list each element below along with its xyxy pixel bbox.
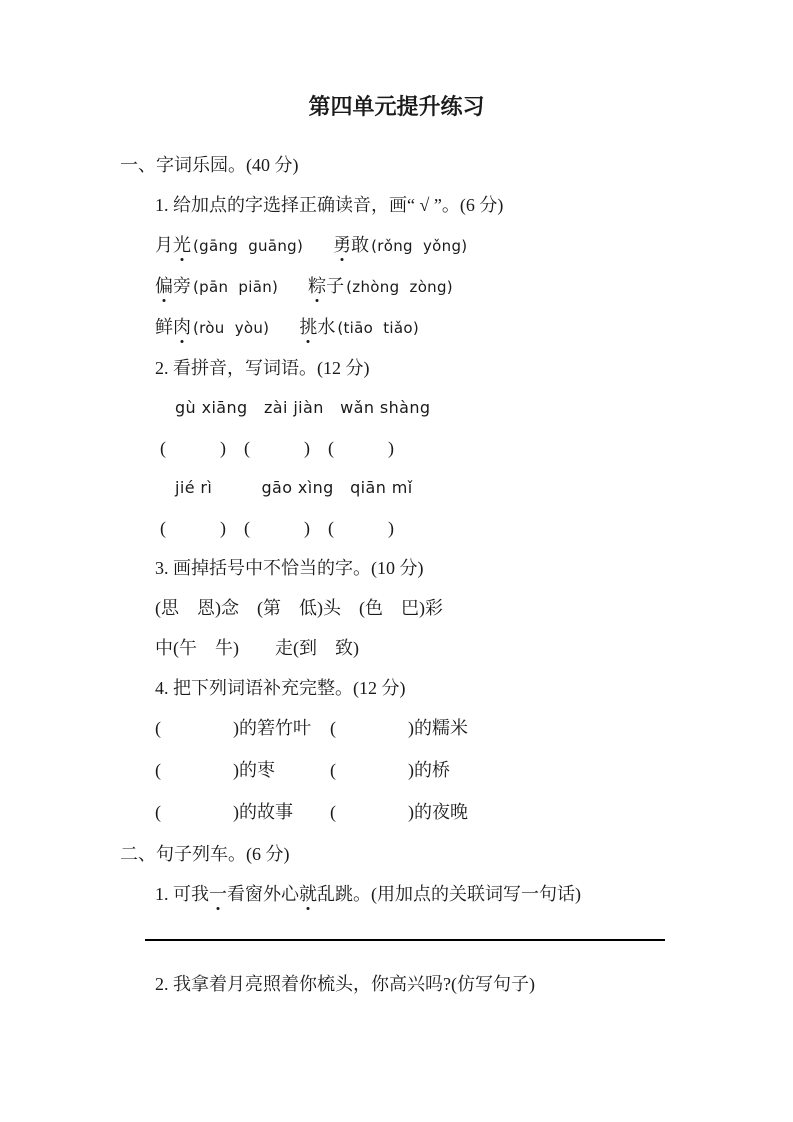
pinyin-options: (ròu yòu) (193, 319, 270, 337)
pinyin-options: (rǒng yǒng) (371, 237, 468, 255)
hanzi-text: 旁 (173, 276, 191, 296)
q4-fill-left: ( )的故事 (155, 802, 293, 822)
q1-word-row-1 (155, 232, 793, 259)
section2-heading: 二、句子列车。(6 分) (120, 844, 290, 864)
q2-sentence: 2. 我拿着月亮照着你梳头，你高兴吗?(仿写句子) (155, 974, 535, 994)
hanzi-text: 鲜 (155, 317, 173, 337)
pinyin-options: (tiāo tiǎo) (337, 319, 420, 337)
pinyin-options: (zhòng zòng) (346, 278, 453, 296)
word-item-yonggan (333, 232, 467, 259)
pinyin-options: (pān piān) (193, 278, 279, 296)
word-item-xianrou (155, 314, 269, 341)
q4-fill-right: ( )的桥 (330, 760, 450, 780)
word-item-pianpang (155, 273, 278, 300)
hanzi-text: 子 (326, 276, 345, 296)
q2-pinyin-line-1: gù xiāng zài jiàn wǎn shàng (175, 398, 431, 417)
q4-fill-row-3 (155, 799, 793, 825)
q3-choice-row-1: (思 恩)念 (第 低)头 (色 巴)彩 (155, 598, 443, 618)
sentence-text: 看窗外心 (227, 884, 299, 904)
dotted-char: 挑 (299, 317, 318, 337)
answer-line (145, 939, 665, 941)
q4-fill-row-1 (155, 715, 793, 741)
dotted-char: 肉 (173, 317, 191, 337)
dotted-char: 光 (173, 235, 191, 255)
q4-fill-right: ( )的糯米 (330, 718, 468, 738)
q1-word-row-2 (155, 273, 793, 300)
dotted-char: 粽 (308, 276, 327, 296)
q1-sentence (155, 881, 793, 907)
q4-fill-left: ( )的箬竹叶 (155, 718, 311, 738)
section1-heading: 一、字词乐园。(40 分) (120, 155, 299, 175)
hanzi-text: 敢 (351, 235, 370, 255)
sentence-text: 乱跳。(用加点的关联词写一句话) (317, 884, 581, 904)
q4-prompt: 4. 把下列词语补充完整。(12 分) (155, 678, 406, 698)
q2-pinyin-line-2: jié rì gāo xìng qiān mǐ (175, 478, 413, 497)
page-title: 第四单元提升练习 (308, 94, 485, 119)
q3-choice-row-2: 中(午 牛) 走(到 致) (155, 638, 359, 658)
q2-bracket-line-1: ( ) ( ) ( ) (160, 438, 394, 458)
word-item-yueguang (155, 232, 303, 259)
word-item-tiaoshui (299, 314, 419, 341)
q4-fill-left: ( )的枣 (155, 760, 275, 780)
hanzi-text: 水 (317, 317, 336, 337)
dotted-char: 一 (209, 884, 227, 904)
q2-bracket-line-2: ( ) ( ) ( ) (160, 518, 394, 538)
q4-fill-right: ( )的夜晚 (330, 802, 468, 822)
sentence-text: 1. 可我 (155, 884, 209, 904)
q1-word-row-3 (155, 314, 793, 341)
q2-prompt: 2. 看拼音，写词语。(12 分) (155, 358, 370, 378)
dotted-char: 偏 (155, 276, 173, 296)
dotted-char: 就 (299, 884, 317, 904)
hanzi-text: 月 (155, 235, 173, 255)
q3-prompt: 3. 画掉括号中不恰当的字。(10 分) (155, 558, 424, 578)
pinyin-options: (gāng guāng) (193, 237, 304, 255)
dotted-char: 勇 (333, 235, 352, 255)
q4-fill-row-2 (155, 757, 793, 783)
word-item-zongzi (308, 273, 453, 300)
q1-prompt: 1. 给加点的字选择正确读音，画“ √ ”。(6 分) (155, 195, 504, 215)
